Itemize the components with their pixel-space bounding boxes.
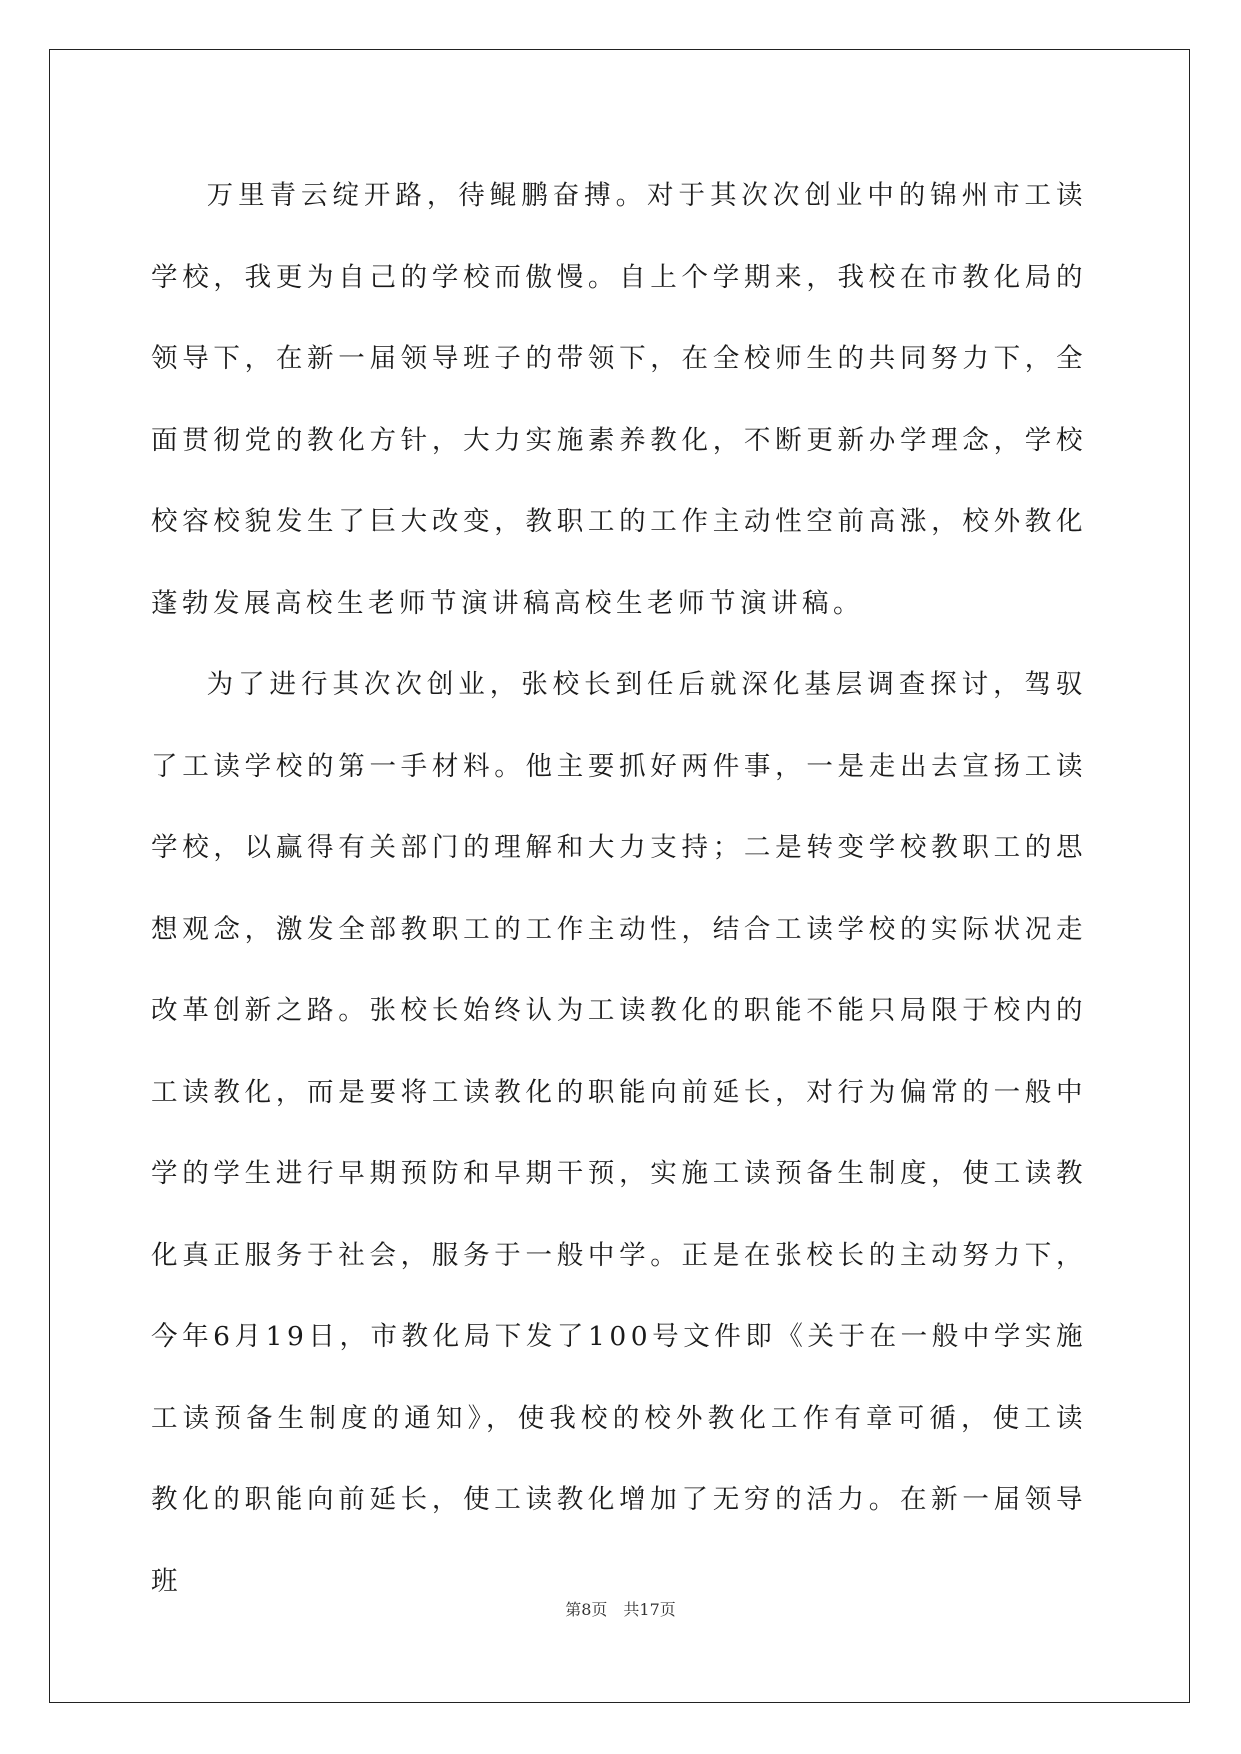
paragraph: 为了进行其次次创业，张校长到任后就深化基层调查探讨，驾驭了工读学校的第一手材料。他主要抓好两件事，一是走出去宣扬工读学校，以赢得有关部门的理解和大力支持；二是转变学校教职工的思想观念，激发全部教职工的工作主动性，结合工读学校的实际状况走改革创新之路。张校长始终认为工读教化的职能不能只局限于校内的工读教化，而是要将工读教化的职能向前延长，对行为偏常的一般中学的学生进行早期预防和早期干预，实施工读预备生制度，使工读教化真正服务于社会，服务于一般中学。正是在张校长的主动努力下，今年6月19日，市教化局下发了100号文件即《关于在一般中学实施工读预备生制度的通知》，使我校的校外教化工作有章可循，使工读教化的职能向前延长，使工读教化增加了无穷的活力。在新一届领导班 (151, 669, 1087, 1597)
paragraph: 万里青云绽开路，待鲲鹏奋搏。对于其次次创业中的锦州市工读学校，我更为自己的学校而傲慢。自上个学期来，我校在市教化局的领导下，在新一届领导班子的带领下，在全校师生的共同努力下，全面贯彻党的教化方针，大力实施素养教化，不断更新办学理念，学校校容校貌发生了巨大改变，教职工的工作主动性空前高涨，校外教化蓬勃发展高校生老师节演讲稿高校生老师节演讲稿。 (151, 180, 1087, 619)
page-footer (0, 1599, 1241, 1621)
page-total: 共17页 (623, 1600, 676, 1619)
page-number: 第8页 (565, 1600, 608, 1619)
document-body (151, 155, 1087, 1622)
